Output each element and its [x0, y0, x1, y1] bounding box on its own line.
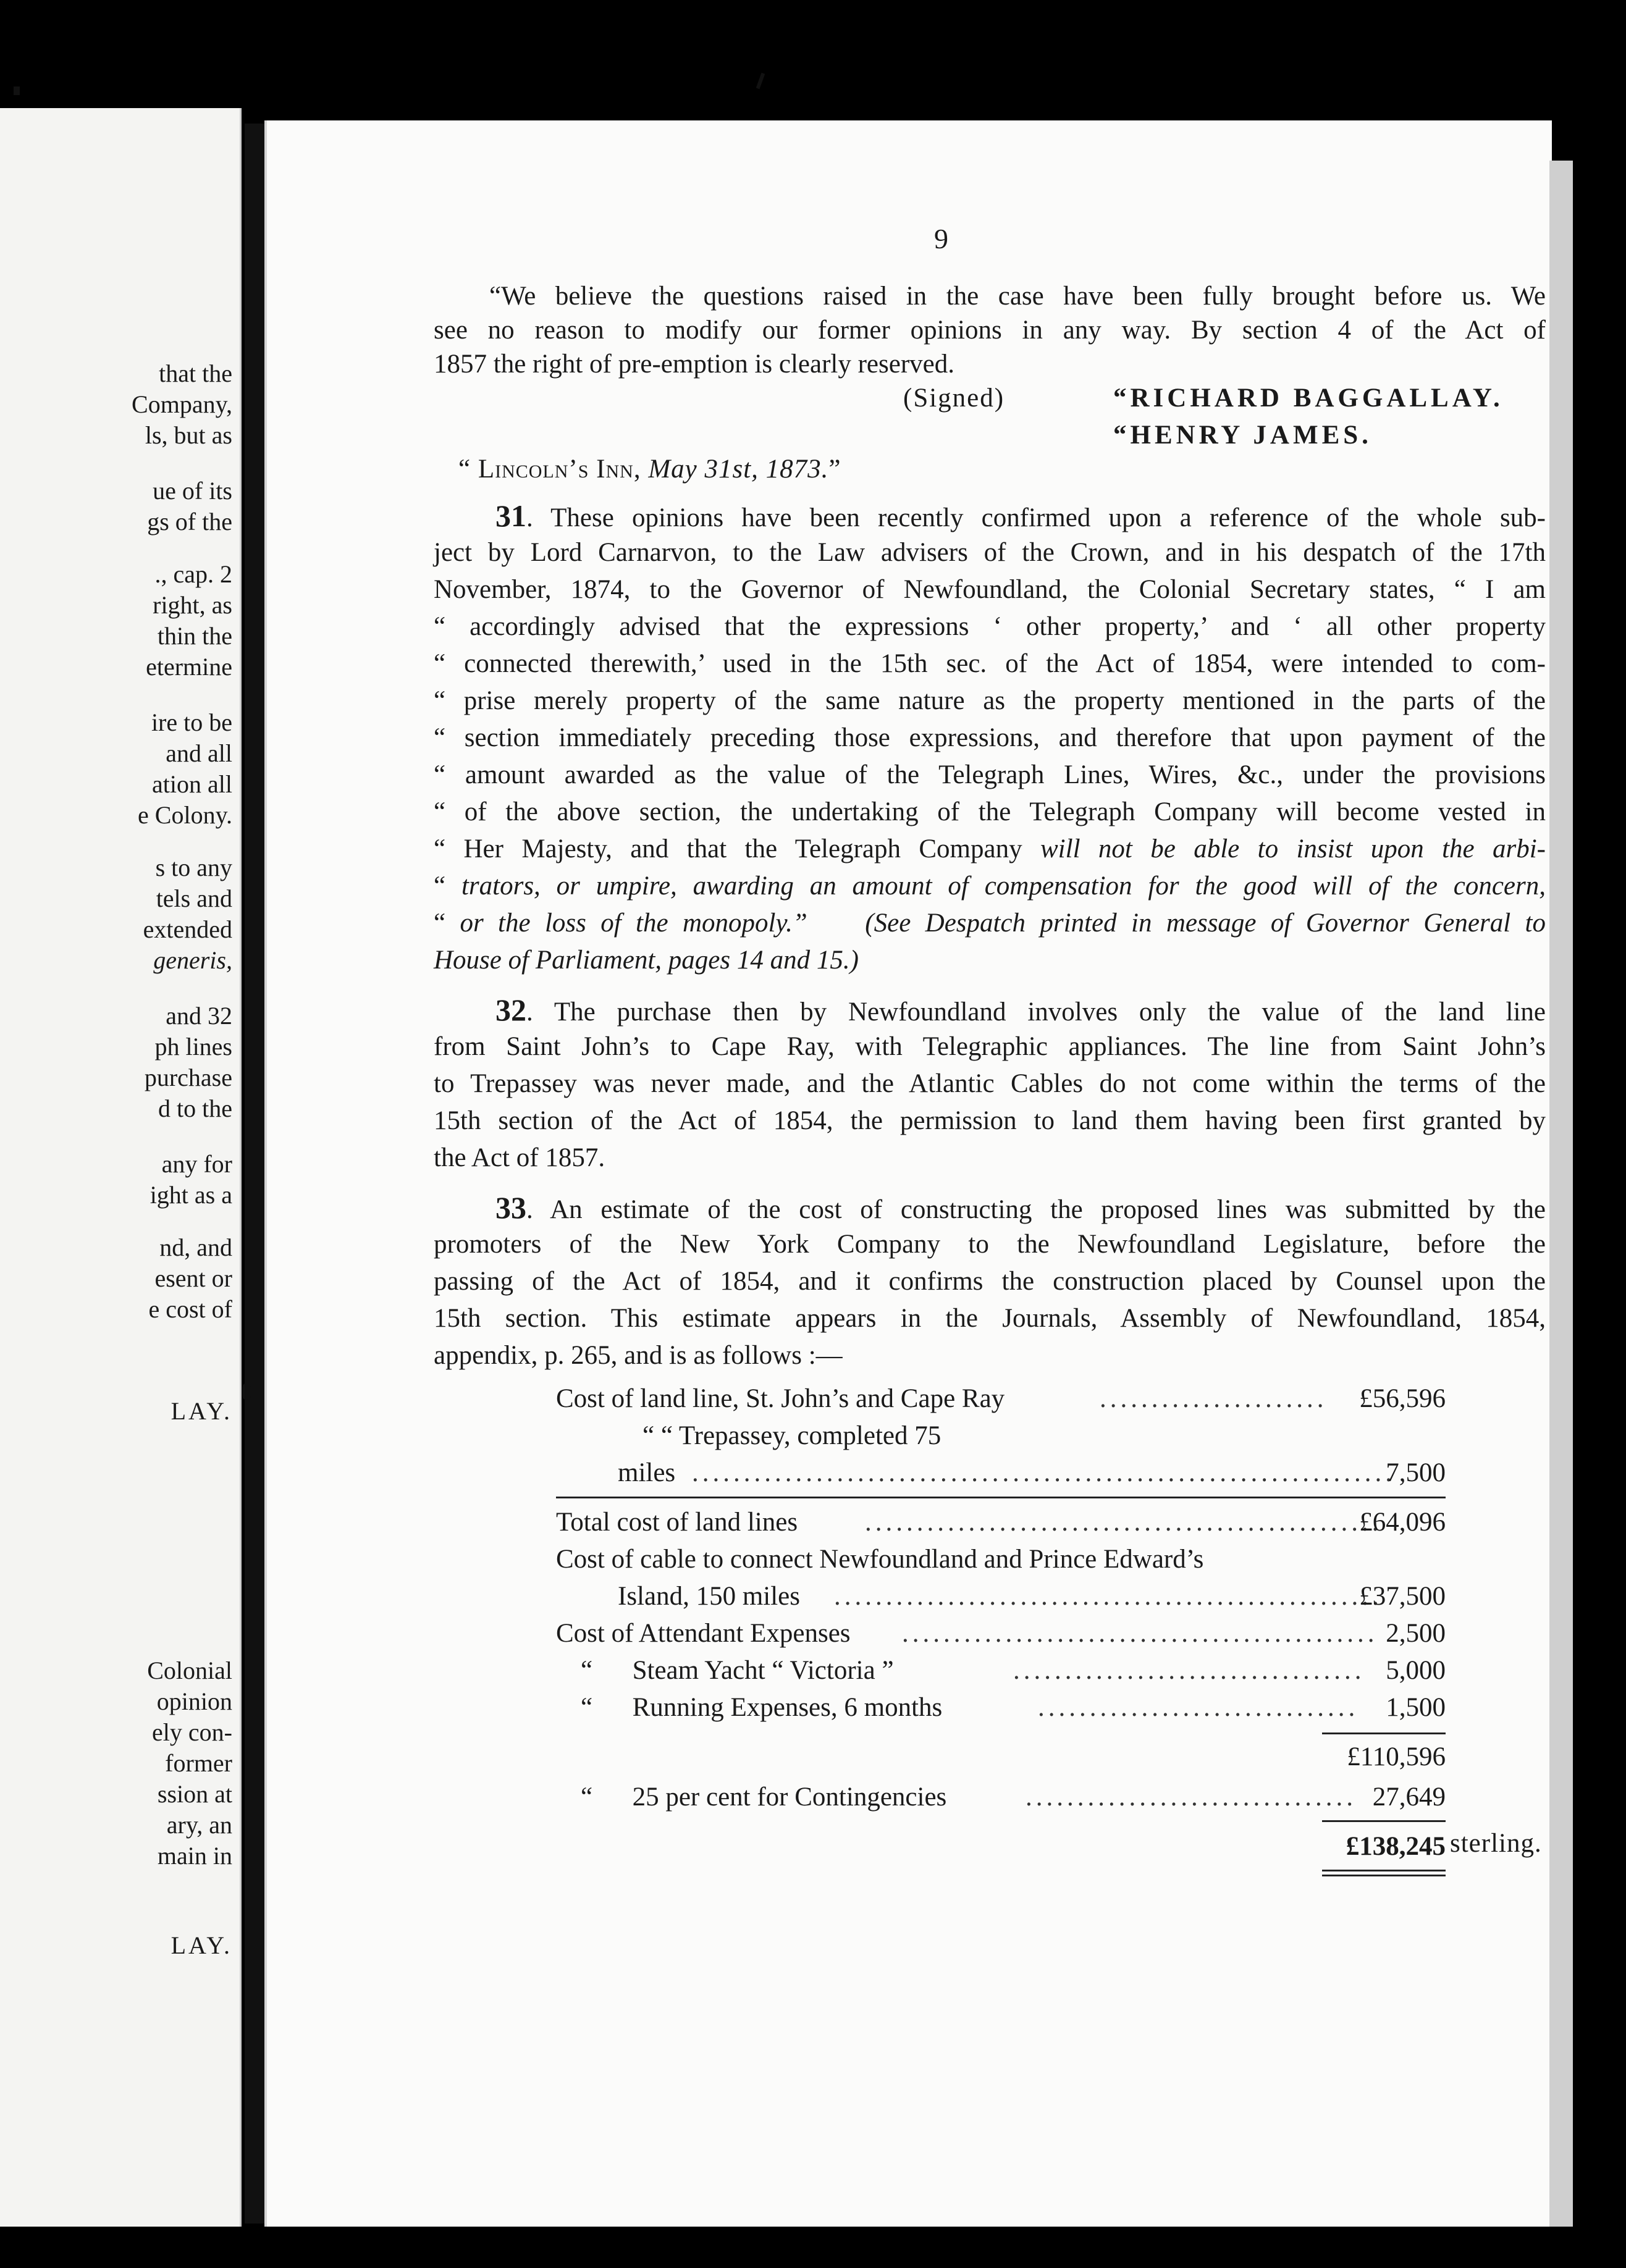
estimate-value: 5,000	[1386, 1656, 1446, 1685]
left-fragment: e cost of	[148, 1295, 232, 1323]
left-fragment: ary, an	[166, 1811, 232, 1839]
left-fragment: ., cap. 2	[154, 560, 232, 588]
estimate-subtotal: £110,596	[1347, 1742, 1446, 1771]
left-fragment: LAY.	[171, 1397, 232, 1425]
left-fragment: etermine	[146, 653, 232, 681]
paragraph-31-line: 31. These opinions have been recently confirmed upon a reference of the whole sub-	[495, 498, 1546, 533]
dot-leader: ................................	[1026, 1783, 1357, 1812]
quote-line: 1857 the right of pre-emption is clearly reserved.	[434, 350, 954, 379]
paragraph-number: 32	[495, 993, 526, 1027]
scan-speck	[14, 86, 20, 95]
estimate-label: Total cost of land lines	[556, 1508, 798, 1537]
sterling-suffix: sterling.	[1450, 1829, 1542, 1858]
estimate-value: £56,596	[1359, 1384, 1446, 1413]
estimate-value: 2,500	[1386, 1619, 1446, 1648]
estimate-row	[556, 1615, 1446, 1652]
estimate-label: “ 25 per cent for Contingencies	[581, 1783, 947, 1812]
paragraph-31-line: “ connected therewith,’ used in the 15th sec. of the Act of 1854, were intended to com-	[434, 649, 1546, 678]
left-fragment: s to any	[155, 854, 232, 881]
left-fragment: esent or	[154, 1264, 232, 1292]
table-rule	[1322, 1870, 1446, 1871]
left-fragment: extended	[143, 915, 232, 943]
left-fragment: generis,	[153, 946, 232, 974]
paragraph-33-line: 33. An estimate of the cost of constructing the proposed lines was submitted by the	[495, 1190, 1546, 1225]
left-fragment: ue of its	[153, 477, 232, 505]
left-fragment: nd, and	[159, 1233, 232, 1261]
estimate-value: £64,096	[1359, 1508, 1446, 1537]
estimate-label: Island, 150 miles	[618, 1582, 800, 1611]
left-fragment: e Colony.	[138, 801, 232, 829]
despatch-reference: (See Despatch printed in message of Governor General to	[865, 909, 1546, 938]
estimate-label: “ Steam Yacht “ Victoria ”	[581, 1656, 894, 1685]
left-fragment: ssion at	[157, 1780, 232, 1808]
left-fragment: Colonial	[147, 1657, 232, 1684]
estimate-value: 7,500	[1386, 1458, 1446, 1487]
signatory: “HENRY JAMES.	[1113, 421, 1372, 450]
paragraph-31-line: “ or the loss of the monopoly.” (See Despatch printed in message of Governor General to	[434, 909, 1546, 938]
estimate-label: Cost of Attendant Expenses	[556, 1619, 851, 1648]
left-fragment: LAY.	[171, 1931, 232, 1959]
quote-line: see no reason to modify our former opinions in any way. By section 4 of the Act of	[434, 316, 1546, 345]
paragraph-31-line: “ prise merely property of the same nature as the property mentioned in the parts of the	[434, 686, 1546, 715]
estimate-total: £138,245	[1346, 1832, 1446, 1861]
paragraph-number: 33	[495, 1190, 526, 1225]
left-fragment: and 32	[166, 1002, 232, 1030]
closing-quote: ”	[828, 455, 841, 484]
left-fragment: purchase	[144, 1064, 232, 1091]
paragraph-32-line: 32. The purchase then by Newfoundland involves only the value of the land line	[495, 993, 1546, 1027]
estimate-row	[556, 1828, 1446, 1865]
left-fragment: ire to be	[151, 708, 232, 736]
left-fragment: that the	[159, 359, 232, 387]
table-rule	[1322, 1875, 1446, 1876]
dot-leader: .....................................................	[834, 1582, 1383, 1611]
estimate-value: 27,649	[1372, 1783, 1446, 1812]
left-fragment: any for	[161, 1150, 232, 1178]
left-fragment: ight as a	[150, 1181, 232, 1209]
left-fragment: gs of the	[147, 508, 232, 536]
dot-leader: ....................................................................	[692, 1458, 1396, 1487]
signatory: “RICHARD BAGGALLAY.	[1113, 384, 1504, 413]
estimate-row	[556, 1578, 1446, 1615]
left-fragment: former	[165, 1749, 232, 1777]
paragraph-31-line: November, 1874, to the Governor of Newfoundland, the Colonial Secretary states, “ I am	[434, 575, 1546, 604]
paragraph-32-line: 15th section of the Act of 1854, the permission to land them having been first granted by	[434, 1106, 1546, 1135]
paragraph-31-line: “ trators, or umpire, awarding an amount of compensation for the good will of the concern,	[434, 872, 1546, 901]
left-fragment: ph lines	[154, 1033, 232, 1060]
scan-speck	[242, 1384, 251, 1400]
left-fragment: d to the	[158, 1094, 232, 1122]
dot-leader: ...............................	[1038, 1693, 1359, 1722]
page-edge-shadow	[1549, 161, 1573, 2227]
paragraph-31-line: “ section immediately preceding those expressions, and therefore that upon payment of the	[434, 723, 1546, 752]
paragraph-32-line: to Trepassey was never made, and the Atlantic Cables do not come within the terms of the	[434, 1069, 1546, 1098]
left-facing-page	[0, 108, 242, 2227]
book-gutter	[245, 124, 266, 2224]
estimate-value: 1,500	[1386, 1693, 1446, 1722]
dot-leader: ..............................................	[902, 1619, 1378, 1648]
left-fragment: ely con-	[152, 1718, 232, 1746]
estimate-label: “ Running Expenses, 6 months	[581, 1693, 943, 1722]
estimate-row	[556, 1418, 1446, 1455]
left-fragment: ation all	[152, 770, 232, 798]
paragraph-33-line: 15th section. This estimate appears in the Journals, Assembly of Newfoundland, 1854,	[434, 1304, 1546, 1333]
page-number: 9	[934, 223, 948, 254]
left-fragment: Company,	[132, 390, 232, 418]
paragraph-31-line: House of Parliament, pages 14 and 15.)	[434, 946, 859, 975]
paragraph-number: 31	[495, 498, 526, 533]
estimate-row	[556, 1455, 1446, 1492]
estimate-label: “ “ Trepassey, completed 75	[642, 1421, 941, 1450]
left-fragment: tels and	[156, 884, 232, 912]
table-rule	[556, 1497, 1446, 1498]
table-rule	[1322, 1820, 1446, 1822]
signed-label: (Signed)	[903, 384, 1005, 413]
paragraph-31-line: ject by Lord Carnarvon, to the Law advisers of the Crown, and in his despatch of the 17th	[434, 538, 1546, 567]
estimate-row	[556, 1739, 1446, 1776]
left-fragment: and all	[166, 739, 232, 767]
estimate-row	[556, 1652, 1446, 1689]
scan-speck	[756, 73, 765, 89]
place-name: “ Lincoln’s Inn,	[458, 455, 649, 484]
date: May 31st, 1873.	[648, 455, 829, 484]
estimate-row	[556, 1541, 1446, 1578]
quote-line: “We believe the questions raised in the case have been fully brought before us. We	[489, 282, 1546, 311]
estimate-row	[556, 1689, 1446, 1726]
paragraph-33-line: passing of the Act of 1854, and it confirms the construction placed by Counsel upon the	[434, 1267, 1546, 1296]
left-fragment: opinion	[156, 1687, 232, 1715]
left-fragment: ls, but as	[145, 421, 232, 449]
paragraph-31-line: “ of the above section, the undertaking of the Telegraph Company will become vested in	[434, 797, 1546, 826]
left-fragment: main in	[157, 1842, 232, 1870]
paragraph-33-line: promoters of the New York Company to the Newfoundland Legislature, before the	[434, 1230, 1546, 1259]
paragraph-32-line: from Saint John’s to Cape Ray, with Telegraphic appliances. The line from Saint John’s	[434, 1032, 1546, 1061]
paragraph-33-line: appendix, p. 265, and is as follows :—	[434, 1341, 843, 1370]
paragraph-31-line: “ Her Majesty, and that the Telegraph Company will not be able to insist upon the arbi-	[434, 834, 1546, 863]
dot-leader: ......................	[1100, 1384, 1328, 1413]
estimate-value: £37,500	[1359, 1582, 1446, 1611]
left-fragment: thin the	[157, 622, 232, 650]
estimate-label: Cost of land line, St. John’s and Cape Ray	[556, 1384, 1005, 1413]
table-rule	[1322, 1732, 1446, 1734]
estimate-row	[556, 1504, 1446, 1541]
estimate-label: miles	[618, 1458, 676, 1487]
dot-leader: ..................................................	[865, 1508, 1383, 1537]
paragraph-32-line: the Act of 1857.	[434, 1143, 605, 1172]
estimate-row	[556, 1779, 1446, 1816]
paragraph-31-line: “ amount awarded as the value of the Telegraph Lines, Wires, &c., under the provisions	[434, 760, 1546, 789]
left-fragment: right, as	[153, 591, 232, 619]
dot-leader: ..................................	[1013, 1656, 1365, 1685]
paragraph-31-line: “ accordingly advised that the expressions ‘ other property,’ and ‘ all other property	[434, 612, 1546, 641]
cost-estimate-table	[556, 1380, 1446, 2060]
place-date	[458, 454, 841, 484]
book-page	[264, 120, 1552, 2227]
estimate-row	[556, 1380, 1446, 1418]
estimate-label: Cost of cable to connect Newfoundland and Prince Edward’s	[556, 1545, 1204, 1574]
